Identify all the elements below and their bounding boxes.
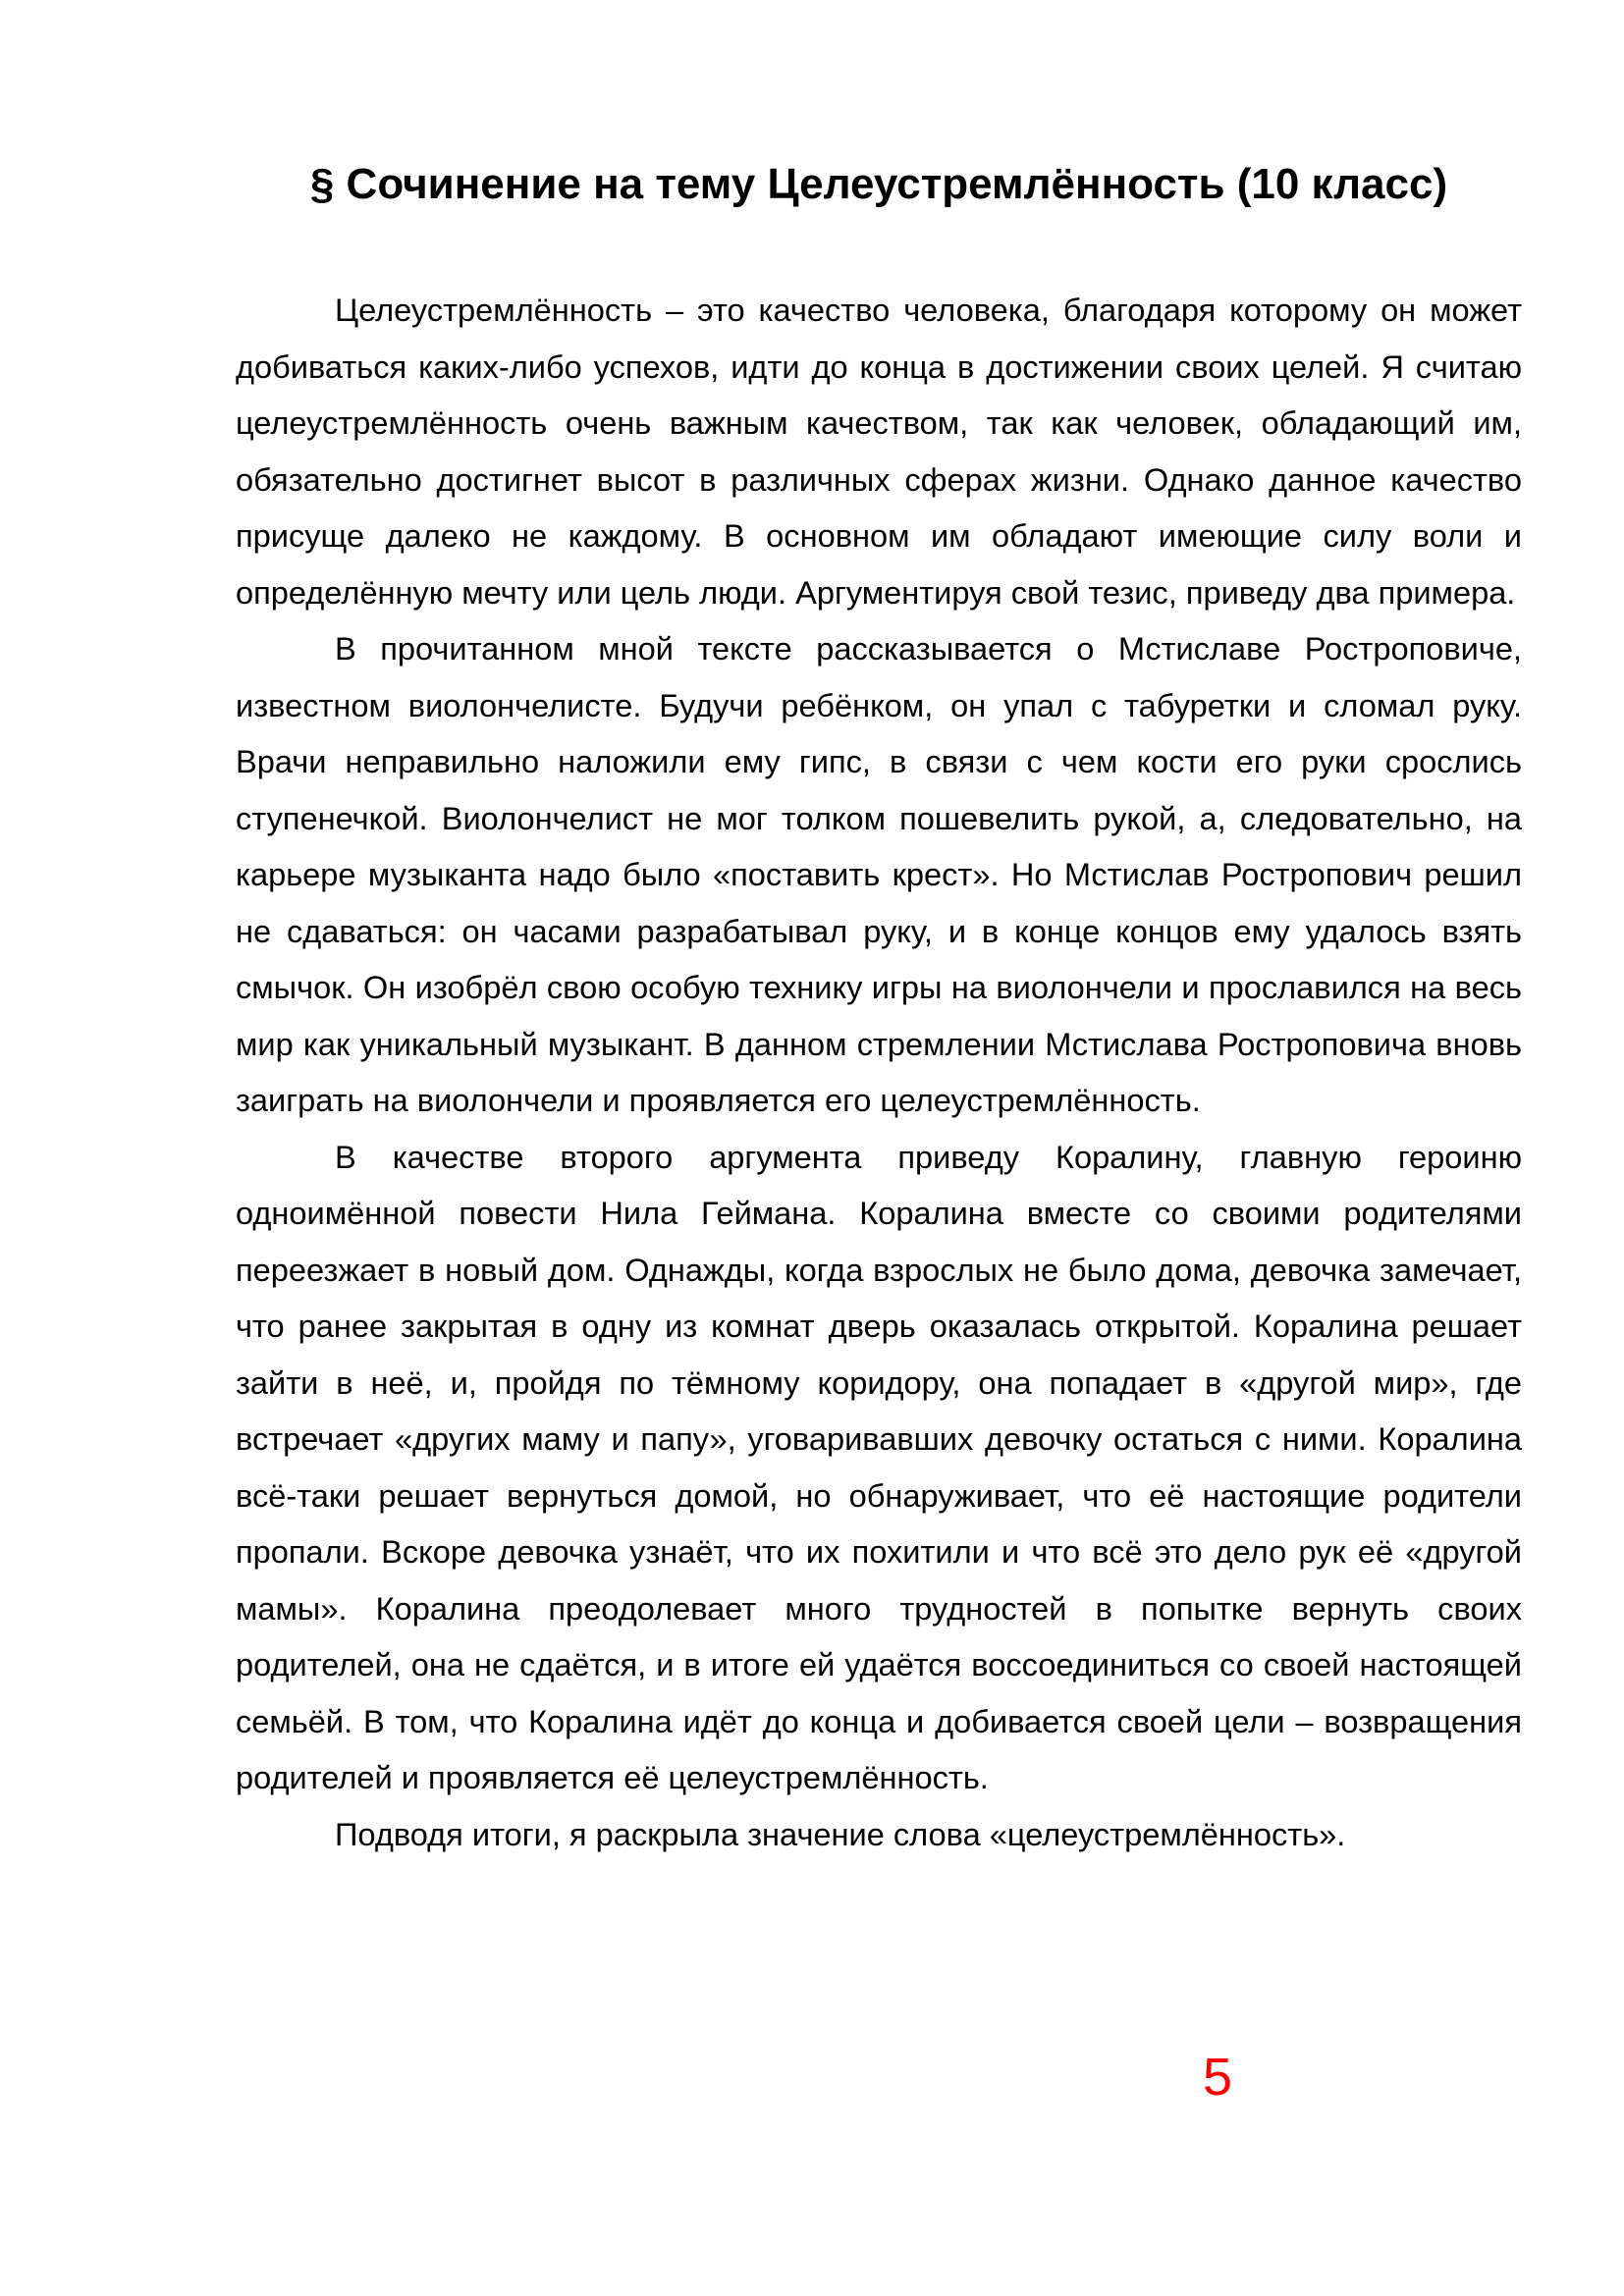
paragraph-argument-2: В качестве второго аргумента приведу Коралину, главную героиню одноимённой повести Нила Геймана. Коралина вместе со своими родителями переезжает в новый дом. Однажды, когда взрослых не было дома, девочка замечает, что ранее закрытая в одну из комнат дверь оказалась открытой. Коралина решает зайти в неё, и, пройдя по тёмному коридору, она попадает в «другой мир», где встречает «других маму и папу», уговаривавших девочку остаться с ними. Коралина всё-таки решает вернуться домой, но обнаруживает, что её настоящие родители пропали. Вскоре девочка узнаёт, что их похитили и что всё это дело рук её «другой мамы». Коралина преодолевает много трудностей в попытке вернуть своих родителей, она не сдаётся, и в итоге ей удаётся воссоединиться со своей настоящей семьёй. В том, что Коралина идёт до конца и добивается своей цели – возвращения родителей и проявляется её целеустремлённость. (236, 1138, 1522, 1795)
paragraph-argument-1: В прочитанном мной тексте рассказывается о Мстиславе Ростроповиче, известном виолончелисте. Будучи ребёнком, он упал с табуретки и сломал руку. Врачи неправильно наложили ему гипс, в связи с чем кости его руки срослись ступенечкой. Виолончелист не мог толком пошевелить рукой, а, следовательно, на карьере музыканта надо было «поставить крест». Но Мстислав Ростропович решил не сдаваться: он часами разрабатывал руку, и в конце концов ему удалось взять смычок. Он изобрёл свою особую технику игры на виолончели и прославился на весь мир как уникальный музыкант. В данном стремлении Мстислава Ростроповича вновь заиграть на виолончели и проявляется его целеустремлённость. (236, 630, 1522, 1118)
paragraph-conclusion: Подводя итоги, я раскрыла значение слова «целеустремлённость». (335, 1815, 1346, 1852)
essay-title: § Сочинение на тему Целеустремлённость (10 класс) (309, 160, 1448, 208)
page-number: 5 (1202, 2048, 1233, 2107)
paragraph-intro: Целеустремлённость – это качество человека, благодаря которому он может добиваться каких-либо успехов, идти до конца в достижении своих целей. Я считаю целеустремлённость очень важным качеством, так как человек, обладающий им, обязательно достигнет высот в различных сферах жизни. Однако данное качество присуще далеко не каждому. В основном им обладают имеющие силу воли и определённую мечту или цель люди. Аргументируя свой тезис, приведу два примера. (236, 292, 1522, 611)
essay-body (236, 282, 1522, 1862)
